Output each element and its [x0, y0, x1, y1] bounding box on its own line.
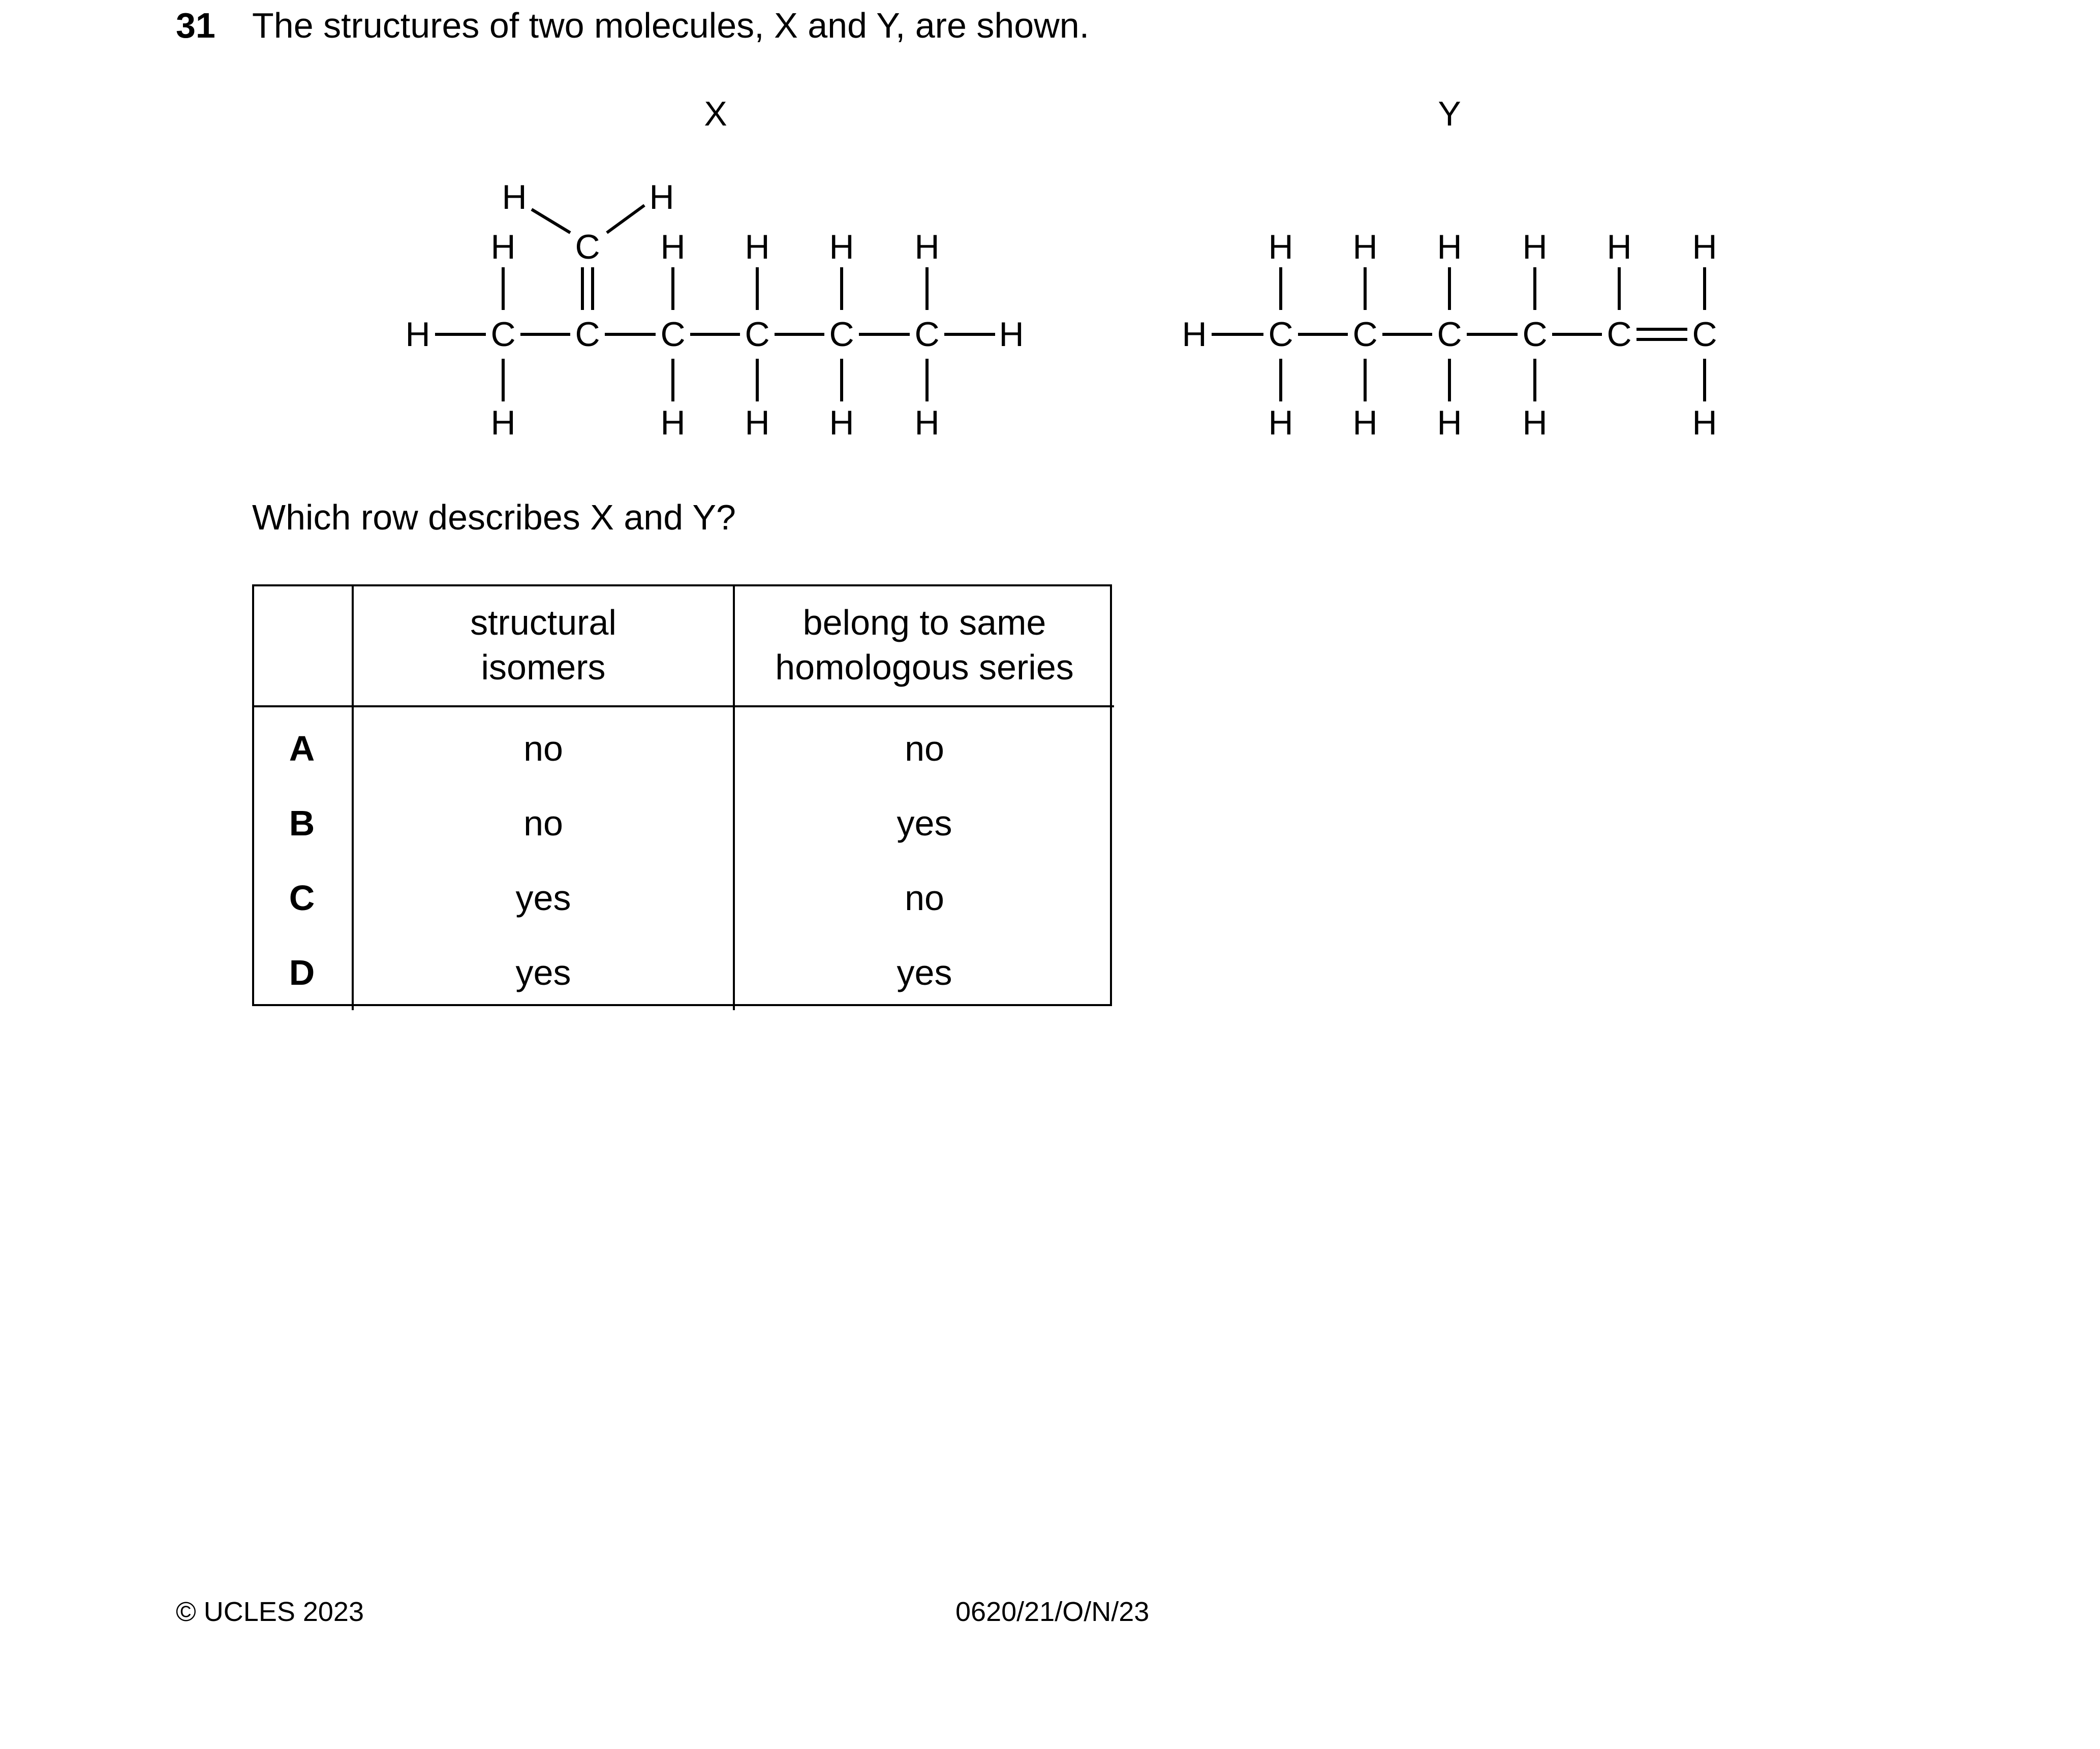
x-atom-h-upper-1: H: [490, 228, 516, 266]
x-atom-h-upper-5: H: [829, 228, 854, 266]
header-structural-isomers-line1: structural: [470, 603, 616, 642]
table-row-d[interactable]: [252, 935, 1114, 1010]
x-atom-h-lower-3: H: [660, 403, 686, 442]
table-header-row: [252, 584, 1114, 706]
header-homologous-series-line1: belong to same: [802, 603, 1046, 642]
x-atom-h-right-end: H: [999, 315, 1024, 354]
x-atom-h-lower-6: H: [914, 403, 940, 442]
y-atom-c-3: C: [1437, 315, 1462, 354]
row-letter: D: [252, 935, 353, 1010]
header-structural-isomers-line2: isomers: [481, 647, 606, 687]
y-atom-h-lower-3: H: [1437, 403, 1462, 442]
y-atom-h-upper-2: H: [1352, 228, 1378, 266]
y-atom-h-left-end: H: [1182, 315, 1207, 354]
homologous-series-value: yes: [897, 953, 952, 992]
x-atom-h-upper-3: H: [660, 228, 686, 266]
header-letter-cell: [252, 584, 353, 706]
row-letter: C: [252, 861, 353, 935]
y-atom-h-upper-3: H: [1437, 228, 1462, 266]
y-atom-h-lower-2: H: [1352, 403, 1378, 442]
molecule-x: [405, 95, 1024, 442]
question-text: The structures of two molecules, X and Y, are shown.: [252, 6, 1090, 45]
footer-paper-code: 0620/21/O/N/23: [955, 1597, 1150, 1627]
x-bond-ch-top-right: [607, 205, 644, 233]
header-structural-isomers: [353, 584, 734, 706]
header-homologous-series-line2: homologous series: [775, 647, 1074, 687]
molecule-x-label: X: [704, 95, 727, 133]
y-atom-h-lower-4: H: [1522, 403, 1548, 442]
y-atom-h-lower-6: H: [1692, 403, 1717, 442]
x-atom-h-upper-4: H: [745, 228, 770, 266]
row-letter: A: [252, 706, 353, 786]
homologous-series-value: yes: [897, 803, 952, 843]
structural-isomers-value: no: [353, 706, 734, 786]
y-atom-c-5: C: [1607, 315, 1632, 354]
question-prompt: Which row describes X and Y?: [252, 497, 736, 537]
x-atom-h-left-end: H: [405, 315, 430, 354]
x-atom-h-lower-4: H: [745, 403, 770, 442]
footer-copyright: © UCLES 2023: [176, 1597, 364, 1627]
x-atom-h-top-right: H: [649, 178, 674, 216]
x-atom-c-5: C: [829, 315, 854, 354]
x-atom-c-methylene: C: [575, 228, 600, 266]
homologous-series-value: no: [905, 878, 944, 918]
x-atom-c-1: C: [490, 315, 516, 354]
header-homologous-series: [734, 584, 1114, 706]
molecule-structures: [0, 0, 2100, 457]
y-atom-c-1: C: [1268, 315, 1293, 354]
table-row-b[interactable]: [252, 786, 1114, 861]
y-atom-c-6: C: [1692, 315, 1717, 354]
y-atom-c-4: C: [1522, 315, 1548, 354]
y-atom-c-2: C: [1352, 315, 1378, 354]
x-bond-ch-top-left: [532, 209, 570, 233]
x-atom-c-4: C: [745, 315, 770, 354]
x-atom-h-upper-6: H: [914, 228, 940, 266]
table-row-a[interactable]: [252, 706, 1114, 786]
question-number: 31: [176, 6, 215, 45]
structural-isomers-value: no: [353, 786, 734, 861]
structural-isomers-value: yes: [353, 935, 734, 1010]
x-atom-h-lower-5: H: [829, 403, 854, 442]
row-letter: B: [252, 786, 353, 861]
x-atom-c-2: C: [575, 315, 600, 354]
structural-isomers-value: yes: [353, 861, 734, 935]
molecule-y: [1182, 95, 1717, 442]
answer-table: [252, 584, 1114, 1010]
x-atom-h-lower-1: H: [490, 403, 516, 442]
table-row-c[interactable]: [252, 861, 1114, 935]
y-atom-h-upper-5: H: [1607, 228, 1632, 266]
x-atom-h-top-left: H: [502, 178, 527, 216]
x-atom-c-3: C: [660, 315, 686, 354]
y-atom-h-upper-4: H: [1522, 228, 1548, 266]
x-atom-c-6: C: [914, 315, 940, 354]
y-atom-h-lower-1: H: [1268, 403, 1293, 442]
y-atom-h-upper-6: H: [1692, 228, 1717, 266]
homologous-series-value: no: [905, 729, 944, 768]
y-atom-h-upper-1: H: [1268, 228, 1293, 266]
molecule-y-label: Y: [1438, 95, 1461, 133]
